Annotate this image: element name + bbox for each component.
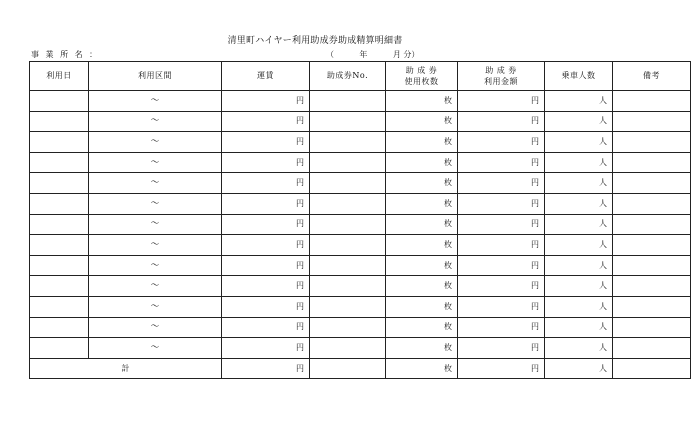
ticket-amount-cell[interactable]: 円: [458, 173, 545, 194]
passengers-cell[interactable]: 人: [545, 255, 613, 276]
date-cell[interactable]: [30, 111, 89, 132]
fare-cell[interactable]: 円: [222, 276, 310, 297]
ticket-count-cell[interactable]: 枚: [386, 276, 458, 297]
table-row: [30, 173, 691, 194]
notes-cell[interactable]: [613, 91, 691, 112]
header-ticket-amount: [458, 62, 545, 91]
settlement-table: [29, 61, 691, 379]
header-ticket-count-line1: 助 成 券: [405, 66, 438, 75]
total-label: 計: [30, 358, 222, 379]
fare-cell[interactable]: 円: [222, 91, 310, 112]
ticket-amount-cell[interactable]: 円: [458, 132, 545, 153]
ticket-count-cell[interactable]: 枚: [386, 338, 458, 359]
ticket-amount-cell[interactable]: 円: [458, 235, 545, 256]
fare-cell[interactable]: 円: [222, 338, 310, 359]
date-cell[interactable]: [30, 152, 89, 173]
notes-cell[interactable]: [613, 193, 691, 214]
header-ticket-amount-line2: 利用金額: [484, 77, 518, 86]
ticket-amount-cell[interactable]: 円: [458, 214, 545, 235]
notes-cell[interactable]: [613, 276, 691, 297]
range-cell[interactable]: ～: [89, 317, 222, 338]
ticket-amount-cell[interactable]: 円: [458, 317, 545, 338]
ticket-count-cell[interactable]: 枚: [386, 91, 458, 112]
total-count-cell[interactable]: 枚: [386, 358, 458, 379]
total-passengers-cell[interactable]: 人: [545, 358, 613, 379]
table-row: [30, 276, 691, 297]
ticket-amount-cell[interactable]: 円: [458, 91, 545, 112]
ticket-count-cell[interactable]: 枚: [386, 132, 458, 153]
table-row: [30, 214, 691, 235]
table-row: [30, 152, 691, 173]
date-cell[interactable]: [30, 173, 89, 194]
ticket-no-cell[interactable]: [310, 152, 386, 173]
fare-cell[interactable]: 円: [222, 193, 310, 214]
header-row: [30, 62, 691, 91]
ticket-count-cell[interactable]: 枚: [386, 235, 458, 256]
range-cell[interactable]: ～: [89, 255, 222, 276]
range-cell[interactable]: ～: [89, 214, 222, 235]
passengers-cell[interactable]: 人: [545, 132, 613, 153]
date-cell[interactable]: [30, 296, 89, 317]
ticket-amount-cell[interactable]: 円: [458, 193, 545, 214]
ticket-no-cell[interactable]: [310, 214, 386, 235]
office-name-label: 事 業 所 名 ：: [31, 50, 100, 59]
header-notes: 備考: [613, 62, 691, 91]
ticket-count-cell[interactable]: 枚: [386, 255, 458, 276]
ticket-count-cell[interactable]: 枚: [386, 317, 458, 338]
notes-cell[interactable]: [613, 235, 691, 256]
ticket-count-cell[interactable]: 枚: [386, 152, 458, 173]
fare-cell[interactable]: 円: [222, 214, 310, 235]
range-cell[interactable]: ～: [89, 193, 222, 214]
date-cell[interactable]: [30, 235, 89, 256]
notes-cell[interactable]: [613, 255, 691, 276]
table-row: [30, 193, 691, 214]
notes-cell[interactable]: [613, 338, 691, 359]
fare-cell[interactable]: 円: [222, 152, 310, 173]
total-row: [30, 358, 691, 379]
fare-cell[interactable]: 円: [222, 111, 310, 132]
ticket-no-cell[interactable]: [310, 296, 386, 317]
range-cell[interactable]: ～: [89, 91, 222, 112]
total-notes-cell: [613, 358, 691, 379]
fare-cell[interactable]: 円: [222, 296, 310, 317]
notes-cell[interactable]: [613, 132, 691, 153]
range-cell[interactable]: ～: [89, 235, 222, 256]
notes-cell[interactable]: [613, 173, 691, 194]
ticket-no-cell[interactable]: [310, 255, 386, 276]
header-date: 利用日: [30, 62, 89, 91]
notes-cell[interactable]: [613, 152, 691, 173]
ticket-no-cell[interactable]: [310, 173, 386, 194]
header-ticket-count: [386, 62, 458, 91]
fare-cell[interactable]: 円: [222, 235, 310, 256]
notes-cell[interactable]: [613, 317, 691, 338]
ticket-no-cell[interactable]: [310, 193, 386, 214]
ticket-amount-cell[interactable]: 円: [458, 296, 545, 317]
date-cell[interactable]: [30, 338, 89, 359]
passengers-cell[interactable]: 人: [545, 317, 613, 338]
range-cell[interactable]: ～: [89, 338, 222, 359]
date-cell[interactable]: [30, 276, 89, 297]
notes-cell[interactable]: [613, 214, 691, 235]
fare-cell[interactable]: 円: [222, 317, 310, 338]
fare-cell[interactable]: 円: [222, 132, 310, 153]
ticket-no-cell[interactable]: [310, 235, 386, 256]
header-passengers: 乗車人数: [545, 62, 613, 91]
date-cell[interactable]: [30, 214, 89, 235]
ticket-no-cell[interactable]: [310, 111, 386, 132]
total-amount-cell[interactable]: 円: [458, 358, 545, 379]
ticket-no-cell[interactable]: [310, 132, 386, 153]
range-cell[interactable]: ～: [89, 173, 222, 194]
header-range: 利用区間: [89, 62, 222, 91]
passengers-cell[interactable]: 人: [545, 235, 613, 256]
date-cell[interactable]: [30, 132, 89, 153]
ticket-no-cell[interactable]: [310, 276, 386, 297]
header-ticket-amount-line1: 助 成 券: [485, 66, 517, 75]
header-ticket-count-line2: 使用枚数: [404, 77, 439, 86]
ticket-amount-cell[interactable]: 円: [458, 276, 545, 297]
fare-cell[interactable]: 円: [222, 255, 310, 276]
range-cell[interactable]: ～: [89, 152, 222, 173]
ticket-amount-cell[interactable]: 円: [458, 111, 545, 132]
date-cell[interactable]: [30, 317, 89, 338]
range-cell[interactable]: ～: [89, 132, 222, 153]
passengers-cell[interactable]: 人: [545, 173, 613, 194]
ticket-count-cell[interactable]: 枚: [386, 296, 458, 317]
table-row: [30, 296, 691, 317]
ticket-count-cell[interactable]: 枚: [386, 111, 458, 132]
passengers-cell[interactable]: 人: [545, 296, 613, 317]
table-row: [30, 132, 691, 153]
notes-cell[interactable]: [613, 296, 691, 317]
ticket-count-cell[interactable]: 枚: [386, 193, 458, 214]
ticket-amount-cell[interactable]: 円: [458, 152, 545, 173]
date-cell[interactable]: [30, 255, 89, 276]
range-cell[interactable]: ～: [89, 296, 222, 317]
passengers-cell[interactable]: 人: [545, 338, 613, 359]
document-title: 清里町ハイヤー利用助成券助成精算明細書: [227, 36, 403, 46]
table-row: [30, 255, 691, 276]
passengers-cell[interactable]: 人: [545, 193, 613, 214]
table-row: [30, 91, 691, 112]
table-row: [30, 111, 691, 132]
ticket-amount-cell[interactable]: 円: [458, 338, 545, 359]
ticket-no-cell[interactable]: [310, 338, 386, 359]
passengers-cell[interactable]: 人: [545, 276, 613, 297]
ticket-count-cell[interactable]: 枚: [386, 173, 458, 194]
total-fare-cell[interactable]: 円: [222, 358, 310, 379]
total-ticket-no-cell: [310, 358, 386, 379]
passengers-cell[interactable]: 人: [545, 91, 613, 112]
notes-cell[interactable]: [613, 111, 691, 132]
passengers-cell[interactable]: 人: [545, 152, 613, 173]
range-cell[interactable]: ～: [89, 276, 222, 297]
ticket-count-cell[interactable]: 枚: [386, 214, 458, 235]
passengers-cell[interactable]: 人: [545, 214, 613, 235]
period-label: （ 年 月 分）: [326, 50, 420, 59]
header-ticket-no: 助成券No.: [310, 62, 386, 91]
table-row: [30, 317, 691, 338]
header-fare: 運賃: [222, 62, 310, 91]
date-cell[interactable]: [30, 91, 89, 112]
table-body: [30, 91, 691, 379]
date-cell[interactable]: [30, 193, 89, 214]
range-cell[interactable]: ～: [89, 111, 222, 132]
ticket-amount-cell[interactable]: 円: [458, 255, 545, 276]
fare-cell[interactable]: 円: [222, 173, 310, 194]
ticket-no-cell[interactable]: [310, 91, 386, 112]
table-row: [30, 338, 691, 359]
passengers-cell[interactable]: 人: [545, 111, 613, 132]
ticket-no-cell[interactable]: [310, 317, 386, 338]
table-row: [30, 235, 691, 256]
